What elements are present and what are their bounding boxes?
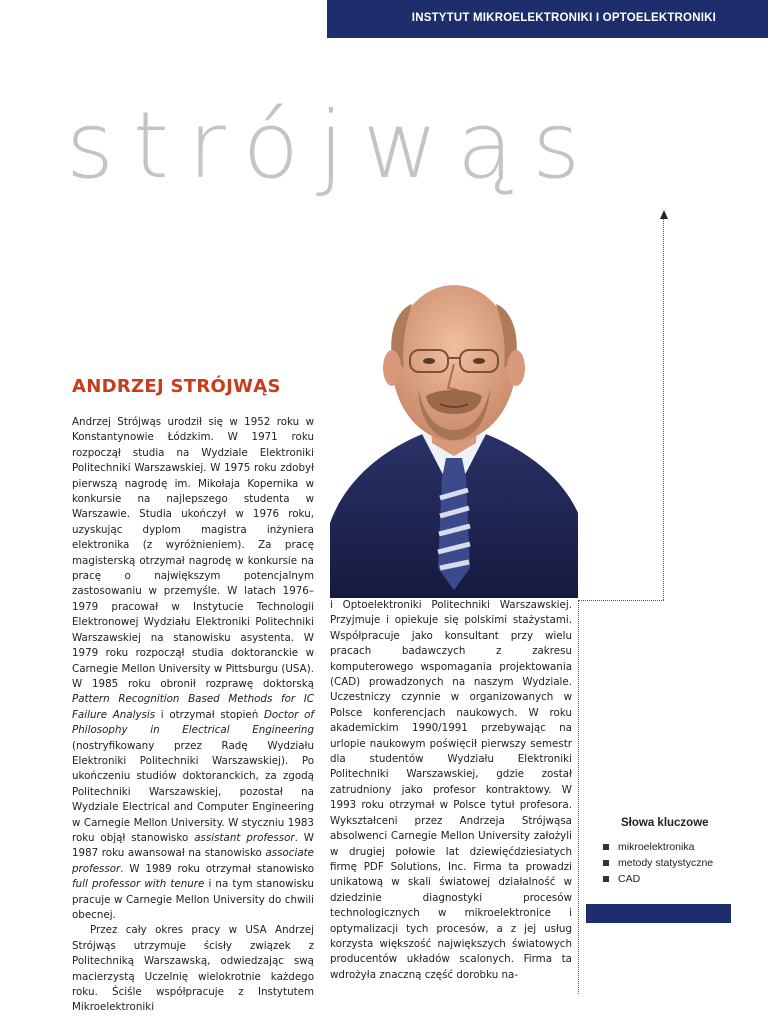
keyword-item: metody statystyczne <box>603 855 713 871</box>
guide-line-horizontal <box>578 600 664 601</box>
guide-line-vertical-top <box>663 218 664 600</box>
paragraph-cooperation: Przez cały okres pracy w USA Andrzej Strójwąs utrzymuje ścisły związek z Politechniką Warszawską, odwiedzając swą macierzystą Uczelnię wielokrotnie każdego roku. Ściśle współpracuje z Instytutem Mikroelektroniki <box>72 924 314 1014</box>
surname-display: strójwąs <box>66 92 600 199</box>
italic-term: Doctor of Philosophy in Electrical Engineering <box>72 708 314 737</box>
article-title: ANDRZEJ STRÓJWĄS <box>72 376 281 397</box>
text-run: Andrzej Strójwąs urodził się w 1952 roku w Konstantynowie Łódzkim. W 1971 roku rozpoczął studia na Wydziale Elektroniki Politechniki Warszawskiej. W 1975 roku zdobył pierwszą nagrodę im. Mikołaja Kopernika w konkursie na najlepszego studenta w Warszawie. Studia ukończył w 1976 roku, uzyskując dyplom magistra inżyniera elektronika (z wyróżnieniem). Za pracę magisterską otrzymał nagrodę w konkursie na pracę o największym potencjalnym zastosowaniu w przemyśle. W latach 1976–1979 pracował w Instytucie Technologii Elektronowej Wydziału Elektroniki Politechniki Warszawskiej na stanowisku asystenta. W 1979 roku rozpoczął studia doktoranckie w Carnegie Mellon University w Pittsburgu (USA). W 1985 roku obronił rozprawę doktorską <box>72 416 314 690</box>
body-column-right <box>330 598 572 983</box>
text-run: . W 1989 roku otrzymał stanowisko <box>120 862 314 875</box>
keyword-item: mikroelektronika <box>603 839 713 855</box>
paragraph-continuation: i Optoelektroniki Politechniki Warszawskiej. Przyjmuje i opiekuje się polskimi stażystami. Współpracuje jako konsultant przy wielu pracach badawczych z zakresu komputerowego wspomagania projektowania (CAD) prowadzonych na naszym Wydziale. Uczestniczy czynnie w organizowanych w Polsce konferencjach naukowych. W roku akademickim 1990/1991 przebywając na urlopie naukowym poświęcił pierwszy semestr dla studentów Wydziału Elektroniki Politechniki Warszawskiej, gdzie został zatrudniony jako profesor kontraktowy. W 1993 roku otrzymał w Polsce tytuł profesora. Wykształceni przez Andrzeja Strójwąsa absolwenci Carnegie Mellon University założyli w drugiej połowie lat dziewięćdziesiatych firmę PDF Solutions, Inc. Firma ta prowadzi unikatową w skali światowej działalność w dziedzinie diagnostyki procesów technologicznych w mikroelektronice i optymalizacji tych procesów, a z jej usług korzysta większość największych światowych producentów układów scalonych. Firma ta wdrożyła znaczną część dorobku na- <box>330 599 572 981</box>
keywords-title: Słowa kluczowe <box>621 817 709 829</box>
italic-term: full professor with tenure <box>72 878 205 891</box>
square-bullet-icon <box>603 876 609 882</box>
body-column-left <box>72 415 314 1016</box>
text-run: i na tym stanowisku pracuje w Carnegie Mellon University do chwili obecnej. <box>72 878 314 921</box>
guide-line-vertical-bottom <box>578 600 579 994</box>
text-run: . W 1987 roku awansował na stanowisko <box>72 831 314 860</box>
portrait-photo <box>330 268 578 598</box>
italic-term: assistant professor <box>194 831 295 844</box>
square-bullet-icon <box>603 860 609 866</box>
paragraph-biography <box>72 415 314 923</box>
header-bar <box>327 0 768 38</box>
italic-term: Pattern Recognition Based Methods for IC Failure Analysis <box>72 693 314 721</box>
arrow-up-icon <box>660 210 668 219</box>
footer-bar <box>586 904 731 923</box>
institute-name: INSTYTUT MIKROELEKTRONIKI I OPTOELEKTRONIKI <box>411 12 716 24</box>
text-run: i otrzymał stopień <box>155 708 264 721</box>
text-run: (nostryfikowany przez Radę Wydziału Elektroniki Politechniki Warszawskiej). Po ukończeniu studiów doktoranckich, za zgodą Politechniki Warszawskiej, pozostał na Wydziale Electrical and Computer Engineering w Carnegie Mellon University. W styczniu 1983 roku objął stanowisko <box>72 739 314 844</box>
square-bullet-icon <box>603 844 609 850</box>
keywords-list <box>603 839 713 887</box>
italic-term: associate professor <box>72 847 314 875</box>
keyword-item: CAD <box>603 871 713 887</box>
